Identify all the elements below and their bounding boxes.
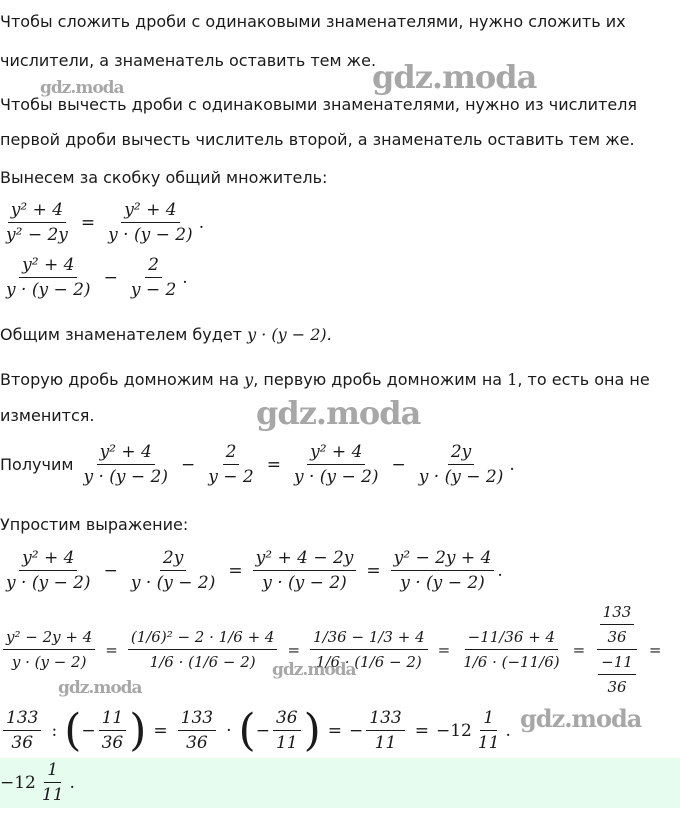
fraction: $\frac{\text{y² + 4}}{y \cdot (y - 2)}$ [6,255,91,300]
fraction: $\frac{\text{y² + 4}}{y \cdot (y - 2)}$ [83,442,168,487]
watermark-logo: gdz.moda [40,78,124,98]
fraction: $\frac{2y}{y \cdot (y - 2)}$ [130,548,216,593]
text-line: изменится. [0,406,95,425]
text-line: Чтобы сложить дроби с одинаковыми знаменателями, нужно сложить их [0,12,626,31]
fraction: $\frac{\text{y² + 4}}{y \cdot (y - 2)}$ [108,200,193,245]
fraction: $\frac{36}{11}$ [273,708,301,753]
equation-substitution: $\frac{\text{y² − 2y + 4}}{y \cdot (y - 2)}$ = $\frac{\text{(1/6)² − 2 · 1/6 + 4}}{1/6 \cdot (1/6 - 2)}$ = $\frac{1/36 - 1/3 + 4}{1/6 \cdot (1/6 - 2)}$ = $\frac{-11/36 + 4}{1/6 \cdot (-11/6)}$ = $\frac{\frac{133}{36}}{\frac{-11}{36}}$ = [0,602,668,697]
fraction: $\frac{-11}{36}$ [598,652,636,697]
watermark-logo: gdz.moda [372,58,537,96]
fraction: $\frac{\text{y² + 4}}{\text{y² − 2y}}$ [6,200,68,245]
fraction: $\frac{\text{y² + 4}}{y \cdot (y - 2)}$ [293,442,379,487]
fraction: $\frac{\text{y² − 2y + 4}}{y \cdot (y - 2)}$ [391,548,495,593]
fraction: $\frac{133}{36}$ [178,708,216,753]
equation-factor: $\frac{\text{y² + 4}}{\text{y² − 2y}}$ = $\frac{\text{y² + 4}}{y \cdot (y - 2)}$ . [0,200,204,245]
text-line: Чтобы вычесть дроби с одинаковыми знаменателями, нужно из числителя [0,95,638,114]
text-line: числители, а знаменатель оставить тем же. [0,51,377,70]
fraction: $\frac{2}{y - 2}$ [130,255,177,300]
fraction: $\frac{1}{11}$ [477,708,500,753]
text-line: первой дроби вычесть числитель второй, а знаменатель оставить тем же. [0,130,635,149]
fraction: $\frac{133}{36}$ [600,602,635,647]
fraction: $\frac{133}{36}$ [3,708,41,753]
watermark-logo: gdz.moda [256,394,421,432]
fraction [595,602,639,697]
fraction: $\frac{\text{y² − 2y + 4}}{y \cdot (y - 2)}$ [3,627,95,672]
equation-simplify: $\frac{\text{y² + 4}}{y \cdot (y - 2)}$ − $\frac{2y}{y \cdot (y - 2)}$ = $\frac{\text{y² + 4 − 2y}}{y \cdot (y - 2)}$ = $\frac{\text{y² − 2y + 4}}{y \cdot (y - 2)}$ . [0,548,503,593]
answer-value: −12 $\frac{1}{11}$ . [0,760,75,805]
equation-result: Получим $\frac{\text{y² + 4}}{y \cdot (y - 2)}$ − $\frac{2}{y - 2}$ = $\frac{\text{y² + 4}}{y \cdot (y - 2)}$ − $\frac{2y}{y \cdot (y - 2)}$ . [0,442,515,487]
watermark-logo: gdz.moda [272,660,356,680]
fraction: $\frac{-11/36 + 4}{1/6 \cdot (-11/6)}$ [463,628,560,671]
fraction: $\frac{\text{y² + 4 − 2y}}{y \cdot (y - 2)}$ [253,548,357,593]
fraction: $\frac{2}{y - 2}$ [208,442,254,487]
watermark-logo: gdz.moda [520,704,642,733]
watermark-logo: gdz.moda [58,678,142,698]
fraction: $\frac{2y}{y \cdot (y - 2)}$ [418,442,504,487]
text-line: Упростим выражение: [0,515,189,534]
answer-box [0,758,680,808]
fraction: $\frac{11}{36}$ [99,708,127,753]
fraction: $\frac{\text{y² + 4}}{y \cdot (y - 2)}$ [6,548,91,593]
equation-division: $\frac{133}{36}$ : ( − $\frac{11}{36}$ ) = $\frac{133}{36}$ · ( − $\frac{36}{11}$ ) = − $\frac{133}{11}$ = −12 $\frac{1}{11}$ . [0,708,511,753]
equation-expression: $\frac{\text{y² + 4}}{y \cdot (y - 2)}$ − $\frac{2}{y - 2}$ . [0,255,188,300]
fraction: $\frac{1/36 - 1/3 + 4}{1/6 \cdot (1/6 - 2)}$ [310,627,428,672]
fraction: $\frac{\text{(1/6)² − 2 · 1/6 + 4}}{1/6 \cdot (1/6 - 2)}$ [128,627,278,672]
fraction: $\frac{1}{11}$ [41,760,64,805]
fraction: $\frac{133}{11}$ [366,708,404,753]
text-line: Общим знаменателем будет y · (y − 2). [0,325,332,344]
text-line: Вынесем за скобку общий множитель: [0,168,328,187]
text-line: Вторую дробь домножим на y, первую дробь домножим на 1, то есть она не [0,370,650,389]
